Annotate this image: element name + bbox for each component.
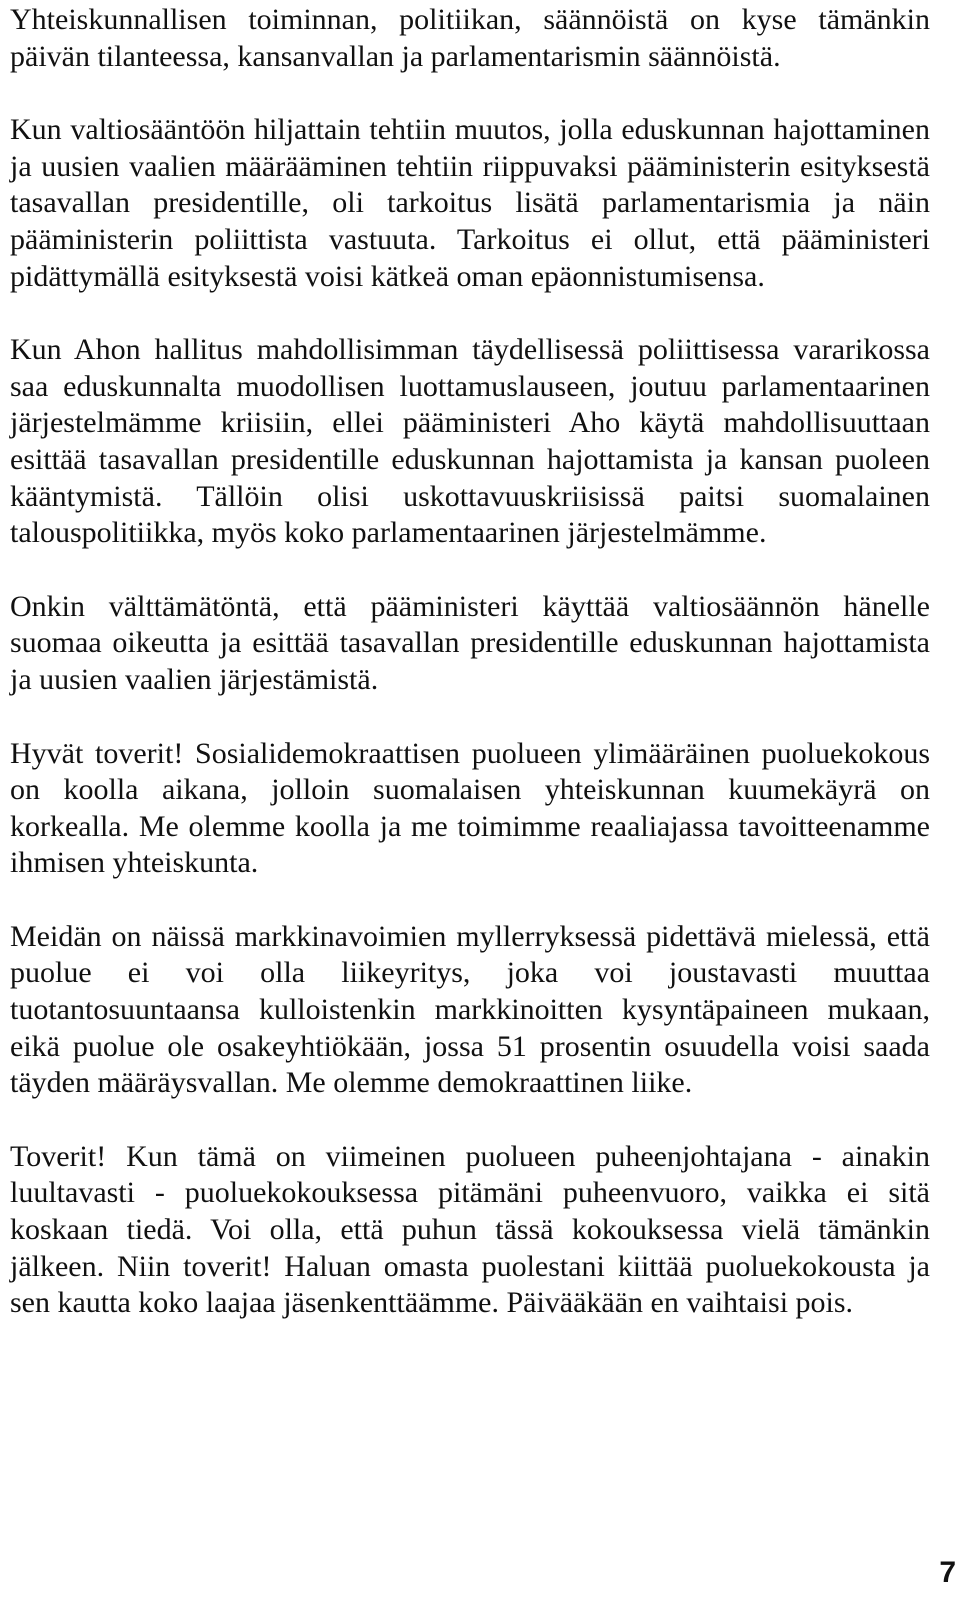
page-number: 7 [939, 1556, 956, 1589]
paragraph-3: Kun Ahon hallitus mahdollisimman täydellisessä poliittisessa vararikossa saa eduskunnalta muodollisen luottamuslauseen, joutuu parlamentaarinen järjestelmämme kriisiin, ellei pääministeri Aho käytä mahdollisuuttaan esittää tasavallan presidentille eduskunnan hajottamista ja kansan puoleen kääntymistä. Tällöin olisi uskottavuuskriisissä paitsi suomalainen talouspolitiikka, myös koko parlamentaarinen järjestelmämme. [10, 333, 930, 550]
paragraph-7: Toverit! Kun tämä on viimeinen puolueen puheenjohtajana - ainakin luultavasti - puoluekokouksessa pitämäni puheenvuoro, vaikka ei sitä koskaan tiedä. Voi olla, että puhun tässä kokouksessa vielä tämänkin jälkeen. Niin toverit! Haluan omasta puolestani kiittää puoluekokousta ja sen kautta koko laajaa jäsenkenttäämme. Päivääkään en vaihtaisi pois. [10, 1139, 930, 1320]
paragraph-1: Yhteiskunnallisen toiminnan, politiikan, säännöistä on kyse tämänkin päivän tilanteessa, kansanvallan ja parlamentarismin säännöistä. [10, 3, 930, 73]
paragraph-5: Hyvät toverit! Sosialidemokraattisen puolueen ylimääräinen puoluekokous on koolla aikana, jolloin suomalaisen yhteiskunnan kuumekäyrä on korkealla. Me olemme koolla ja me toimimme reaaliajassa tavoitteenamme ihmisen yhteiskunta. [10, 736, 930, 880]
paragraph-2: Kun valtiosääntöön hiljattain tehtiin muutos, jolla eduskunnan hajottaminen ja uusien vaalien määrääminen tehtiin riippuvaksi pääministerin esityksestä tasavallan presidentille, oli tarkoitus lisätä parlamentarismia ja näin pääministerin poliittista vastuuta. Tarkoitus ei ollut, että pääministeri pidättymällä esityksestä voisi kätkeä oman epäonnistumisensa. [10, 113, 930, 293]
paragraph-4: Onkin välttämätöntä, että pääministeri käyttää valtiosäännön hänelle suomaa oikeutta ja esittää tasavallan presidentille eduskunnan hajottamista ja uusien vaalien järjestämistä. [10, 589, 930, 696]
document-page [10, 0, 930, 1359]
paragraph-6: Meidän on näissä markkinavoimien myllerryksessä pidettävä mielessä, että puolue ei voi olla liikeyritys, joka voi joustavasti muuttaa tuotantosuuntaansa kulloistenkin markkinoitten kysyntäpaineen mukaan, eikä puolue ole osakeyhtiökään, jossa 51 prosentin osuudella voisi saada täyden määräysvallan. Me olemme demokraattinen liike. [10, 919, 930, 1100]
